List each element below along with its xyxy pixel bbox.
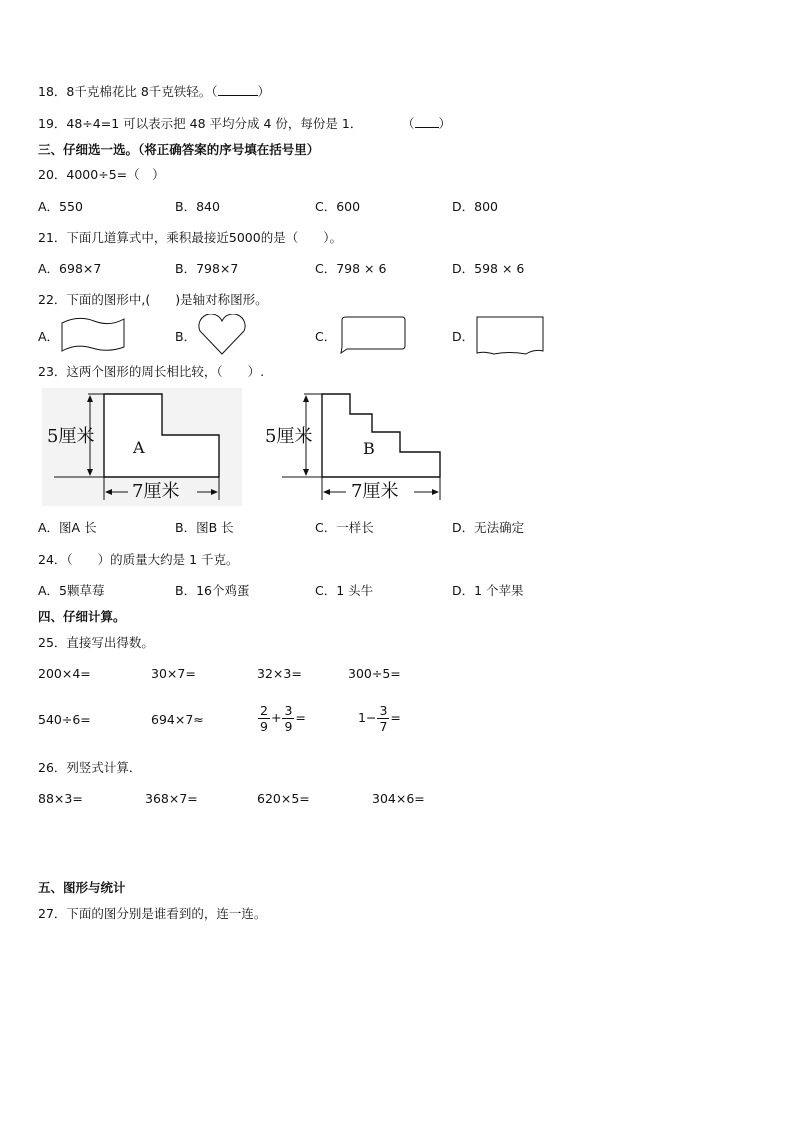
- calc-item: 300÷5=: [348, 666, 401, 681]
- fraction-addition-item: [257, 703, 306, 734]
- q22-option-a[interactable]: A．: [38, 329, 60, 344]
- question-23-stem: 23．这两个图形的周长相比较，（ ）.: [38, 364, 265, 379]
- question-22-stem: 22．下面的图形中,( )是轴对称图形。: [38, 292, 268, 307]
- heart-shape: [197, 314, 247, 356]
- q20-option-c[interactable]: C．600: [315, 199, 361, 214]
- fraction: $\frac{2}{9}$: [260, 703, 268, 734]
- q21-option-c[interactable]: C．798 × 6: [315, 261, 387, 276]
- section-5-heading: 五、图形与统计: [38, 880, 126, 895]
- fraction: $\frac{3}{7}$: [379, 703, 388, 734]
- question-18: [38, 84, 270, 100]
- vertical-calc-item: 304×6=: [372, 791, 425, 806]
- close-paren: ）: [438, 116, 452, 131]
- q23-option-c[interactable]: C．一样长: [315, 520, 374, 535]
- equals-sign: =: [295, 710, 306, 725]
- q20-option-b[interactable]: B．840: [175, 199, 220, 214]
- close-paren: ）: [257, 84, 271, 99]
- speech-rectangle-shape: [338, 316, 408, 354]
- q23-option-d[interactable]: D．无法确定: [452, 520, 525, 535]
- calc-item: 30×7=: [151, 666, 196, 681]
- question-27-stem: 27．下面的图分别是谁看到的，连一连。: [38, 906, 267, 921]
- answer-blank[interactable]: [415, 116, 439, 128]
- q22-option-c[interactable]: C．: [315, 329, 337, 344]
- question-20-stem: 20．4000÷5=（ ）: [38, 167, 165, 182]
- question-18-text: 18．8千克棉花比 8千克铁轻。（: [38, 84, 218, 99]
- figure-a-height-label: 5厘米: [47, 426, 95, 447]
- fraction: $\frac{3}{9}$: [284, 703, 293, 734]
- torn-rectangle-shape: [474, 315, 548, 357]
- equals-sign: =: [390, 710, 401, 725]
- q23-option-b[interactable]: B．图B 长: [175, 520, 234, 535]
- question-21-stem: 21．下面几道算式中，乘积最接近5000的是（ ）。: [38, 230, 342, 245]
- vertical-calc-item: 88×3=: [38, 791, 83, 806]
- q24-option-d[interactable]: D．1 个苹果: [452, 583, 524, 598]
- section-4-heading: 四、仔细计算。: [38, 609, 126, 624]
- wavy-rectangle-shape: [60, 315, 126, 355]
- vertical-calc-item: 620×5=: [257, 791, 310, 806]
- question-24-stem: 24．（ ）的质量大约是 1 千克。: [38, 552, 239, 567]
- question-26-stem: 26．列竖式计算．: [38, 760, 142, 775]
- q22-option-b[interactable]: B．: [175, 329, 197, 344]
- calc-item: 694×7≈: [151, 712, 204, 727]
- q23-option-a[interactable]: A．图A 长: [38, 520, 97, 535]
- question-19: [38, 116, 362, 132]
- q24-option-a[interactable]: A．5颗草莓: [38, 583, 105, 598]
- minuend: 1−: [358, 710, 377, 725]
- figure-b-height-label: 5厘米: [265, 426, 313, 447]
- open-paren: （: [402, 116, 415, 131]
- figure-a-name: A: [133, 438, 145, 457]
- calc-item: 540÷6=: [38, 712, 91, 727]
- figure-a-width-label: 7厘米: [132, 481, 180, 502]
- fraction-subtraction-item: [358, 703, 401, 734]
- calc-item: 32×3=: [257, 666, 302, 681]
- q22-option-d[interactable]: D．: [452, 329, 475, 344]
- answer-blank[interactable]: [218, 84, 258, 96]
- section-3-heading: 三、仔细选一选。（将正确答案的序号填在括号里）: [38, 142, 320, 157]
- question-19-text: 19．48÷4=1 可以表示把 48 平均分成 4 份，每份是 1．: [38, 116, 363, 131]
- vertical-calc-item: 368×7=: [145, 791, 198, 806]
- question-25-stem: 25．直接写出得数。: [38, 635, 154, 650]
- q24-option-b[interactable]: B．16个鸡蛋: [175, 583, 250, 598]
- question-19-answer: [402, 116, 451, 132]
- q24-option-c[interactable]: C．1 头牛: [315, 583, 374, 598]
- figure-b-width-label: 7厘米: [351, 481, 399, 502]
- plus-sign: +: [270, 710, 282, 725]
- q21-option-d[interactable]: D．598 × 6: [452, 261, 525, 276]
- figure-b-name: B: [363, 439, 375, 458]
- q20-option-a[interactable]: A．550: [38, 199, 83, 214]
- q21-option-a[interactable]: A．698×7: [38, 261, 102, 276]
- q21-option-b[interactable]: B．798×7: [175, 261, 239, 276]
- q20-option-d[interactable]: D．800: [452, 199, 498, 214]
- calc-item: 200×4=: [38, 666, 91, 681]
